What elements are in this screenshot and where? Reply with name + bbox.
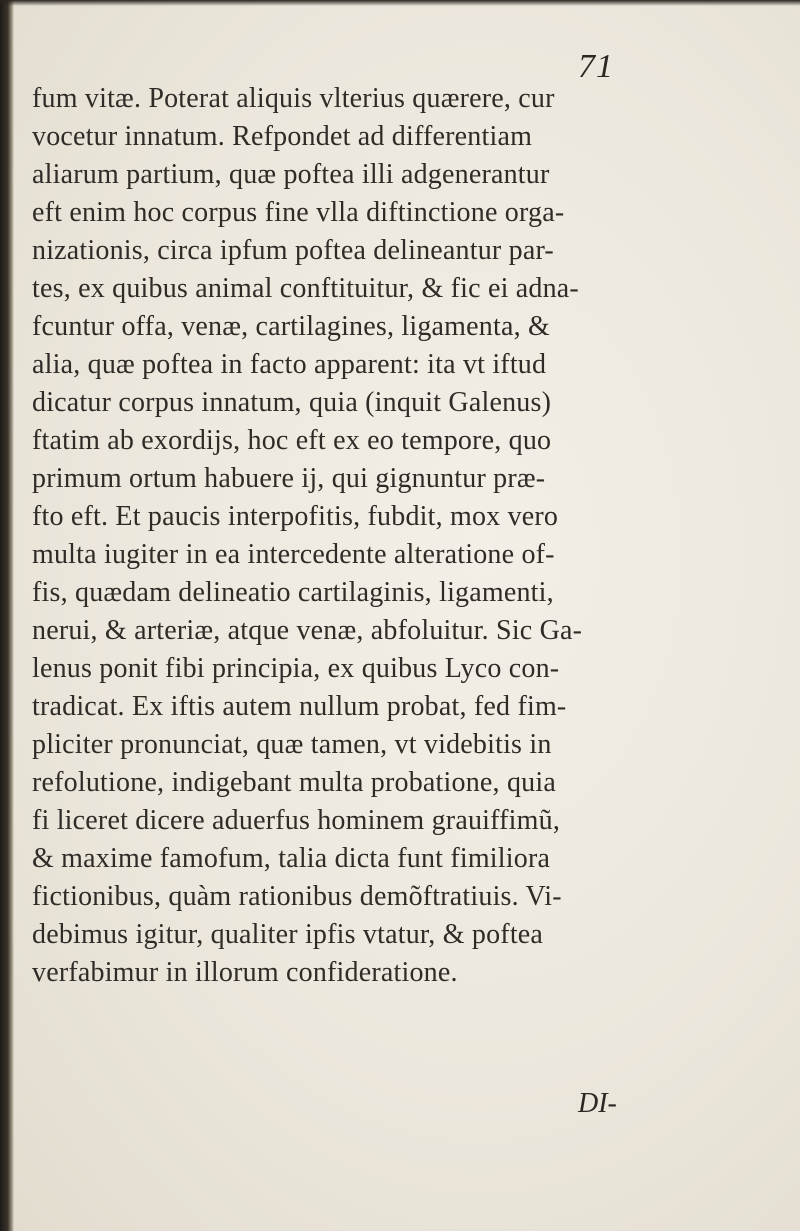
catchword: DI-	[578, 1088, 617, 1119]
text-line: alia, quæ poftea in facto apparent: ita vt iftud	[32, 349, 547, 380]
page-top-edge	[0, 0, 800, 6]
text-line: eft enim hoc corpus fine vlla diftinctione orga-	[32, 197, 565, 228]
text-line: vocetur innatum. Refpondet ad differentiam	[32, 121, 533, 152]
page-number: 71	[578, 48, 614, 85]
text-line: ftatim ab exordijs, hoc eft ex eo tempore, quo	[32, 425, 552, 456]
text-line: lenus ponit fibi principia, ex quibus Lyco con-	[32, 653, 560, 684]
text-line: refolutione, indigebant multa probatione, quia	[32, 767, 556, 798]
text-line: fto eft. Et paucis interpofitis, fubdit, mox vero	[32, 501, 559, 532]
text-line: fum vitæ. Poterat aliquis vlterius quærere, cur	[32, 83, 555, 114]
text-line: tes, ex quibus animal conftituitur, & fic ei adna-	[32, 273, 579, 304]
binding-shadow	[0, 0, 14, 1231]
text-line: tradicat. Ex iftis autem nullum probat, fed fim-	[32, 691, 567, 722]
text-line: primum ortum habuere ij, qui gignuntur præ-	[32, 463, 546, 494]
text-line: pliciter pronunciat, quæ tamen, vt videbitis in	[32, 729, 552, 760]
text-line: & maxime famofum, talia dicta funt fimiliora	[32, 843, 551, 874]
text-line: nerui, & arteriæ, atque venæ, abfoluitur. Sic Ga-	[32, 615, 583, 646]
text-line: dicatur corpus innatum, quia (inquit Galenus)	[32, 387, 552, 418]
text-line: fis, quædam delineatio cartilaginis, ligamenti,	[32, 577, 554, 608]
text-line: multa iugiter in ea intercedente alteratione of-	[32, 539, 555, 570]
body-text	[32, 80, 672, 992]
text-line: nizationis, circa ipfum poftea delineantur par-	[32, 235, 554, 266]
text-line: fictionibus, quàm rationibus demõftratiuis. Vi-	[32, 881, 562, 912]
text-line: fi liceret dicere aduerfus hominem grauiffimũ,	[32, 805, 561, 836]
text-line: aliarum partium, quæ poftea illi adgenerantur	[32, 159, 550, 190]
text-line: debimus igitur, qualiter ipfis vtatur, & poftea	[32, 919, 544, 950]
text-line: fcuntur offa, venæ, cartilagines, ligamenta, &	[32, 311, 550, 342]
text-line: verfabimur in illorum confideratione.	[32, 957, 458, 988]
